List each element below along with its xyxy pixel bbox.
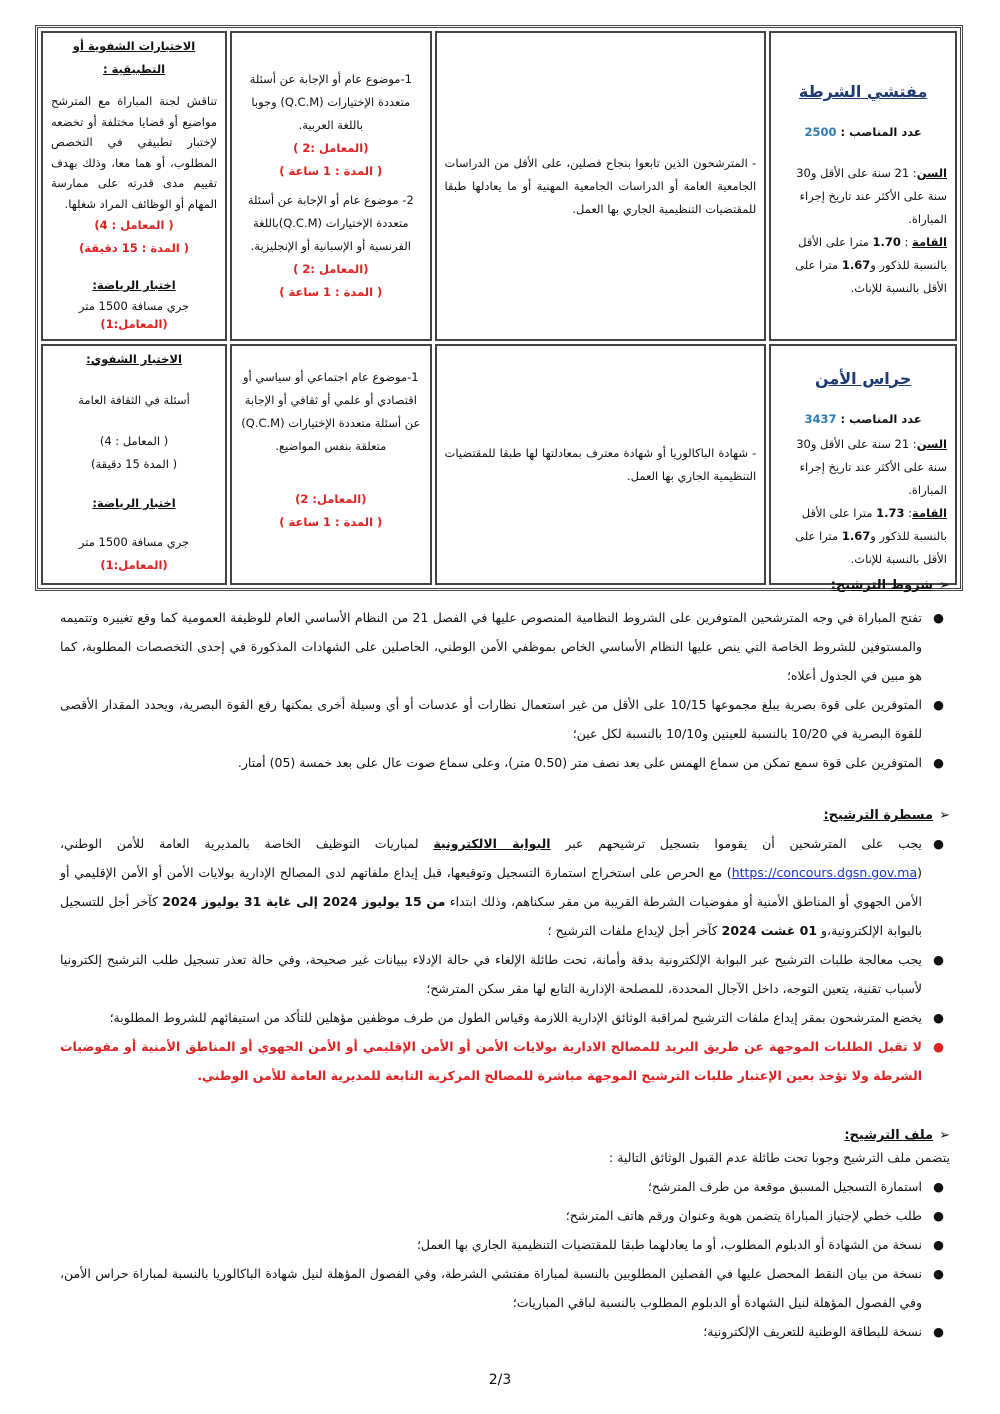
height-male: 1.73 <box>876 505 905 520</box>
list-item-text: تفتح المباراة في وجه المترشحين المتوفرين على الشروط النظامية المنصوص عليها في الفصل 21 من النظام الأساسي العام للوظيفة العمومية كما وقع تغييره وتتميمه والمستوفين للشروط الخاصة التي ينص عليها النظام الأساسي الخاص بموظفي الأمن الوطني، الحاصلين على الشهادات المذكورة في إحدى التخصصات المطلوبة، كما هو مبين في الجدول أعلاه؛ <box>60 610 922 683</box>
file-title: ملف الترشيح: <box>844 1128 934 1143</box>
table-row <box>41 31 957 341</box>
list-item <box>60 748 950 777</box>
job-cell <box>769 31 957 341</box>
written-exam-coef: (المعامل :2 ) <box>293 262 369 276</box>
list-item <box>60 1259 950 1317</box>
list-item-text: المتوفرين على قوة سمع تمكن من سماع الهمس على بعد نصف متر (0.50 متر)، وعلى سماع صوت عال على بعد خمسة (05) أمتار. <box>237 755 922 770</box>
list-item-text: كآخر أجل للتسجيل بالبوابة الإلكترونية،و <box>60 894 922 938</box>
height-text: مترا على الأقل بالنسبة للذكور و <box>801 505 947 543</box>
height-text: مترا على الأقل بالنسبة للذكور و <box>798 235 947 272</box>
written-exam-cell <box>230 31 431 341</box>
arrow-bullet-icon: ➢ <box>939 1128 950 1143</box>
list-item <box>60 603 950 690</box>
age-label: السن <box>916 436 947 451</box>
sport-exam-coef: (المعامل:1) <box>100 317 168 331</box>
conditions-heading <box>60 578 950 593</box>
list-item-text: كآخر أجل لإيداع ملفات الترشيح ؛ <box>547 923 722 938</box>
file-intro: يتضمن ملف الترشيح وجوبا تحت طائلة عدم القبول الوثائق التالية : <box>609 1150 950 1165</box>
bullet-icon: ● <box>933 755 944 770</box>
bullet-icon: ● <box>933 697 944 712</box>
procedure-heading <box>60 808 950 823</box>
oral-exam-text: تناقش لجنة المباراة مع المترشح مواضيع أو قضايا مختلفة أو تخضعه لإختبار تطبيقي في التخصص المطلوب، أو هما معا، وذلك بهدف تقييم مدى قدرته على ممارسة المهام أو الوظائف المراد شغلها. <box>51 94 218 211</box>
list-item <box>60 1003 950 1032</box>
written-exam-duration: ( المدة : 1 ساعة ) <box>279 515 383 529</box>
height-requirement <box>779 502 947 571</box>
oral-exam-cell <box>41 31 227 341</box>
written-exam-duration: ( المدة : 1 ساعة ) <box>279 164 383 178</box>
diploma-cell: - المترشحون الذين تابعوا بنجاح فصلين، على الأقل من الدراسات الجامعية العامة أو الدراسات الجامعية المهنية أو ما يعادلها طبقا للمقتضيات التنظيمية الجاري بها العمل. <box>435 31 767 341</box>
conditions-title: شروط الترشيح: <box>830 578 934 593</box>
bullet-icon: ● <box>933 952 944 967</box>
positions-value: 3437 <box>804 411 837 426</box>
positions-value: 2500 <box>804 125 837 139</box>
bullet-icon: ● <box>933 1324 944 1339</box>
bullet-icon: ● <box>933 1208 944 1223</box>
procedure-section <box>60 808 950 1090</box>
oral-exam-title: الاختبار الشفوي: <box>86 352 182 366</box>
positions-count <box>779 408 947 431</box>
written-exam-cell <box>230 344 431 585</box>
list-item <box>60 1317 950 1346</box>
list-item-text: نسخة للبطاقة الوطنية للتعريف الإلكترونية؛ <box>703 1324 922 1339</box>
age-requirement <box>779 433 947 502</box>
written-exam-text: 1-موضوع عام أو الإجابة عن أسئلة متعددة الإختيارات (Q.C.M) وجوبا باللغة العربية. <box>249 72 412 132</box>
height-label: القامة <box>912 505 947 520</box>
list-item-text: يجب معالجة طلبات الترشيح عبر البوابة الإلكترونية بدقة وأمانة، تحت طائلة الإلغاء في حالة الإدلاء ببيانات غير صحيحة، وفي حالة تعذر تسجيل طلب الترشيح إلكترونيا لأسباب تقنية، يتعين التوجه، داخل الآجال المحددة، للمصلحة الإدارية التابع لها مقر سكن المترشح؛ <box>60 952 922 996</box>
list-item-text: لمباريات التوظيف الخاصة بالمديرية العامة للأمن الوطني، ( <box>60 836 922 880</box>
diploma-cell: - شهادة الباكالوريا أو شهادة معترف بمعادلتها لها طبقا للمقتضيات التنظيمية الجاري بها العمل. <box>435 344 767 585</box>
bullet-icon: ● <box>933 1010 944 1025</box>
page-number: 2/3 <box>488 1372 512 1388</box>
list-item <box>60 690 950 748</box>
jobs-table <box>35 25 963 591</box>
height-text: : <box>900 235 913 249</box>
height-label: القامة <box>912 235 947 249</box>
written-exam-duration: ( المدة : 1 ساعة ) <box>279 285 383 299</box>
oral-exam-coef: ( المعامل : 4) <box>99 434 169 448</box>
table-row <box>41 344 957 585</box>
height-text: : <box>904 505 913 520</box>
list-item <box>60 829 950 945</box>
warning-text: لا تقبل الطلبات الموجهة عن طريق البريد للمصالح الادارية بولايات الأمن أو الأمن الإقليمي أو الأمن الجهوي أو المناطق الأمنية أو مفوضيات الشرطة ولا تؤخذ بعين الإعتبار طلبات الترشيح الموجهة مباشرة للمصالح المركزية التابعة للمديرية العامة للأمن الوطني. <box>60 1039 922 1083</box>
oral-exam-title: الاختبارات الشفوية أو التطبيقية : <box>72 39 196 76</box>
portal-link[interactable]: https://concours.dgsn.gov.ma <box>731 865 918 880</box>
arrow-bullet-icon: ➢ <box>939 808 950 823</box>
age-label: السن <box>916 166 947 180</box>
written-exam-text: 1-موضوع عام اجتماعي أو سياسي أو اقتصادي أو علمي أو ثقافي أو الإجابة عن أسئلة متعددة الإختيارات (Q.C.M) متعلقة بنفس المواضيع. <box>241 370 421 453</box>
portal-text: البوابة الالكترونية <box>433 836 551 851</box>
warning-item <box>60 1032 950 1090</box>
positions-label: عدد المناصب : <box>836 411 922 426</box>
age-text: : 21 سنة على الأقل و30 سنة على الأكثر عند تاريخ إجراء المباراة. <box>796 436 947 497</box>
sport-exam-text: جري مسافة 1500 متر <box>78 535 190 549</box>
conditions-section <box>60 578 950 777</box>
oral-exam-cell <box>41 344 227 585</box>
sport-exam-title: اختبار الرياضة: <box>92 278 176 292</box>
list-item <box>60 1172 950 1201</box>
written-exam-text: 2- موضوع عام أو الإجابة عن أسئلة متعددة الإختيارات (Q.C.M)باللغة الفرنسية أو الإسبانية أو الإنجليزية. <box>247 193 414 253</box>
list-item-text: نسخة من الشهادة أو الدبلوم المطلوب، أو ما يعادلهما طبقا للمقتضيات التنظيمية الجاري بها العمل؛ <box>416 1237 922 1252</box>
written-exam-coef: (المعامل :2 ) <box>293 141 369 155</box>
list-item-text: يجب على المترشحين أن يقوموا بتسجيل ترشيحهم عبر <box>550 836 922 851</box>
list-item <box>60 945 950 1003</box>
sport-exam-text: جري مسافة 1500 متر <box>78 299 190 313</box>
job-title: حراس الأمن <box>814 368 912 388</box>
file-list <box>60 1172 950 1346</box>
oral-exam-coef: ( المعامل : 4) <box>94 218 174 232</box>
height-male: 1.70 <box>872 235 901 249</box>
age-text: : 21 سنة على الأقل و30 سنة على الأكثر عند تاريخ إجراء المباراة. <box>796 166 947 226</box>
bullet-icon: ● <box>933 1237 944 1252</box>
bullet-icon: ● <box>933 1039 944 1054</box>
height-text: مترا على الأقل بالنسبة للإناث. <box>795 528 947 566</box>
list-item-text: طلب خطي لإجتياز المباراة يتضمن هوية وعنوان ورقم هاتف المترشح؛ <box>565 1208 922 1223</box>
file-heading <box>60 1128 950 1143</box>
oral-exam-duration: ( المدة 15 دقيقة) <box>90 457 178 471</box>
positions-count <box>779 121 947 144</box>
registration-period: من 15 يوليوز 2024 إلى غاية 31 يوليوز 2024 <box>162 894 446 909</box>
bullet-icon: ● <box>933 1179 944 1194</box>
file-section <box>60 1128 950 1346</box>
positions-label: عدد المناصب : <box>836 125 922 139</box>
oral-exam-duration: ( المدة : 15 دقيقة) <box>79 241 189 255</box>
list-item-text: ) مع الحرص على استخراج استمارة التسجيل وتوقيعها، قبل إيداع ملفاتهم لدى المصالح الإدارية بولايات الأمن أو الأمن الإقليمي أو الأمن الجهوي أو المناطق الأمنية أو مفوضيات الشرطة القريبة من مقر سكناهم، وذلك ابتداء <box>60 865 922 909</box>
job-title: مفتشي الشرطة <box>798 82 928 101</box>
written-exam-coef: (المعامل: 2) <box>295 492 367 506</box>
list-item-text: المتوفرين على قوة بصرية يبلغ مجموعها 10/15 على الأقل من غير استعمال نظارات أو عدسات أو أي وسيلة أخرى يمكنها رفع القوة البصرية، ويحدد المقدار الأقصى للقوة البصرية في 10/20 بالنسبة للعينين و10/10 بالنسبة لكل عين؛ <box>60 697 923 741</box>
sport-exam-coef: (المعامل:1) <box>100 558 168 572</box>
oral-exam-text: أسئلة في الثقافة العامة <box>78 393 190 407</box>
height-female: 1.67 <box>841 528 871 543</box>
bullet-icon: ● <box>933 1266 944 1281</box>
list-item <box>60 1201 950 1230</box>
list-item-text: استمارة التسجيل المسبق موقعة من طرف المترشح؛ <box>647 1179 922 1194</box>
deposit-deadline: 01 غشت 2024 <box>721 923 818 938</box>
arrow-bullet-icon: ➢ <box>939 578 950 593</box>
list-item-text: يخضع المترشحون بمقر إيداع ملفات الترشيح لمراقبة الوثائق الإدارية اللازمة وقياس الطول من طرف موظفين مؤهلين للتأكد من استيفائهم للشروط المطلوبة؛ <box>109 1010 922 1025</box>
sport-exam-title: اختبار الرياضة: <box>92 496 176 510</box>
procedure-list <box>60 829 950 1090</box>
height-female: 1.67 <box>841 258 871 272</box>
procedure-title: مسطرة الترشيح: <box>823 808 934 823</box>
job-cell <box>769 344 957 585</box>
list-item-text: نسخة من بيان النقط المحصل عليها في الفصلين المطلوبين بالنسبة لمباراة مفتشي الشرطة، وفي الفصول المؤهلة لنيل شهادة الباكالوريا بالنسبة لمباراة حراس الأمن، وفي الفصول المؤهلة لنيل الشهادة أو الدبلوم المطلوب بالنسبة لباقي المباريات؛ <box>60 1266 922 1310</box>
bullet-icon: ● <box>933 836 944 851</box>
height-text: مترا على الأقل بالنسبة للإناث. <box>795 258 947 295</box>
list-item <box>60 1230 950 1259</box>
conditions-list <box>60 603 950 777</box>
age-requirement <box>779 162 947 231</box>
bullet-icon: ● <box>933 610 944 625</box>
height-requirement <box>779 231 947 300</box>
